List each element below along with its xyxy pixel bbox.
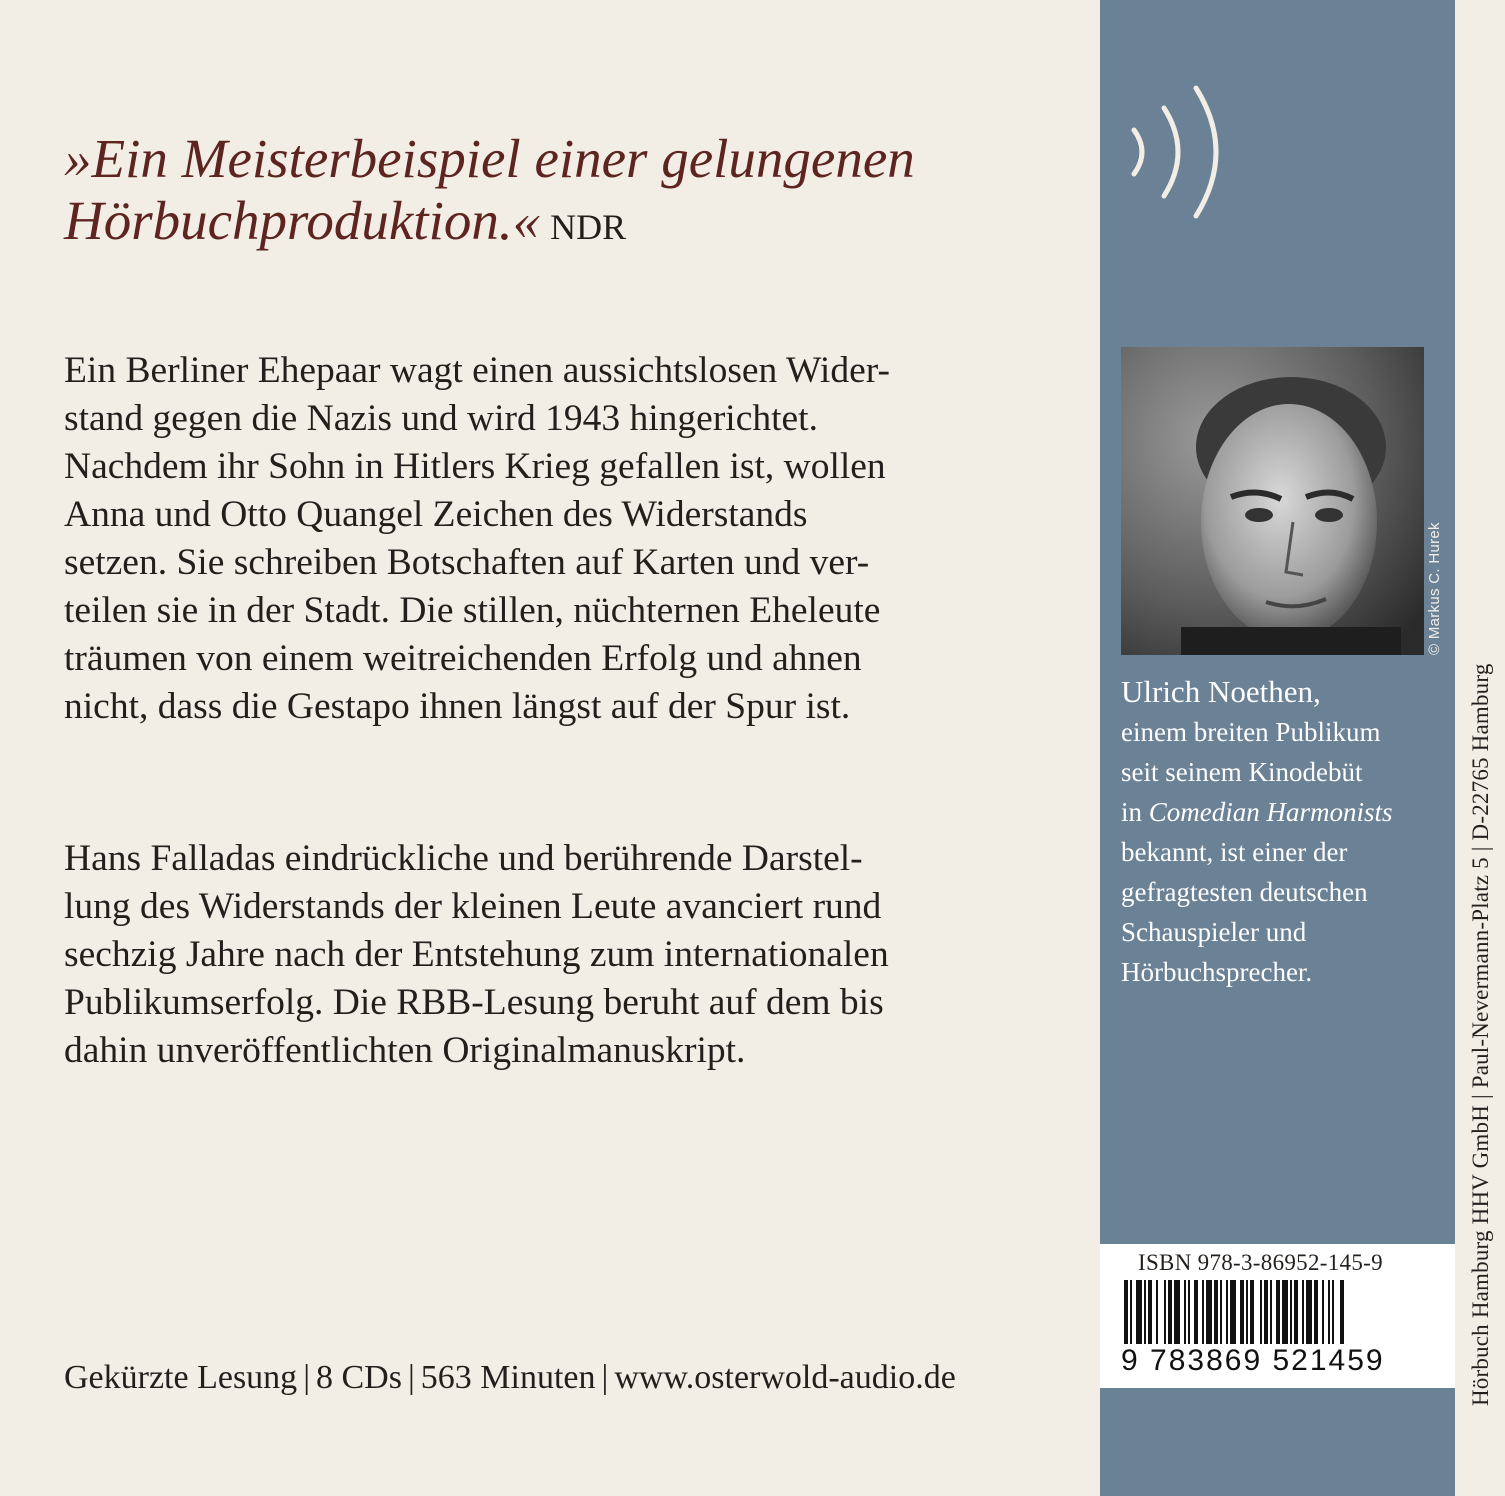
description-paragraph-1 [64,347,1064,731]
website-link[interactable]: www.osterwold-audio.de [614,1359,956,1396]
bio-line: gefragtesten deutschen [1121,877,1368,907]
text-line: nicht, dass die Gestapo ihnen längst auf der Spur ist. [64,686,851,727]
text-line: Ein Berliner Ehepaar wagt einen aussichtslosen Wider- [64,350,890,391]
separator: | [601,1359,609,1396]
sound-waves-icon [1120,80,1260,220]
text-line: teilen sie in der Stadt. Die stillen, nüchternen Eheleute [64,590,881,631]
text-line: Hans Falladas eindrückliche und berührende Darstel- [64,838,863,879]
text-line: dahin unveröffentlichten Originalmanuskript. [64,1030,746,1071]
text-line: Nachdem ihr Sohn in Hitlers Krieg gefallen ist, wollen [64,446,886,487]
narrator-name: Ulrich Noethen, [1121,674,1321,709]
text-line: stand gegen die Nazis und wird 1943 hingerichtet. [64,398,818,439]
product-info-footer [64,1356,1084,1400]
press-quote [64,128,1084,258]
narrator-bio [1121,672,1441,992]
text-line: Anna und Otto Quangel Zeichen des Widerstands [64,494,808,535]
quote-source: NDR [550,207,627,247]
bio-line: einem breiten Publikum [1121,717,1381,747]
quote-line-1: »Ein Meisterbeispiel einer gelungenen [64,128,915,189]
text-line: Publikumserfolg. Die RBB-Lesung beruht auf dem bis [64,982,884,1023]
separator: | [407,1359,415,1396]
photo-credit: © Markus C. Hurek [1426,522,1443,655]
duration: 563 Minuten [420,1359,596,1396]
text-line: träumen von einem weitreichenden Erfolg und ahnen [64,638,862,679]
isbn-digits-text: 9 783869 521459 [1121,1344,1385,1377]
separator: | [303,1359,310,1396]
bio-line-prefix: in [1121,797,1143,827]
isbn-digits [1120,1344,1430,1378]
bio-line: Hörbuchsprecher. [1121,957,1313,987]
isbn-box [1100,1244,1455,1388]
quote-line-2: Hörbuchproduktion.« [64,190,541,251]
narrator-portrait [1121,347,1424,655]
bio-line [1121,792,1441,832]
publisher-address: Hörbuch Hamburg HHV GmbH | Paul-Nevermann-Platz 5 | D-22765 Hamburg [1468,663,1493,1406]
text-line: lung des Widerstands der kleinen Leute avanciert rund [64,886,882,927]
film-title: Comedian Harmonists [1148,797,1393,827]
text-line: sechzig Jahre nach der Entstehung zum internationalen [64,934,889,975]
description-paragraph-2 [64,835,1064,1075]
bio-line: Schauspieler und [1121,917,1307,947]
bio-line: seit seinem Kinodebüt [1121,757,1363,787]
isbn-label: ISBN 978-3-86952-145-9 [1138,1250,1383,1275]
text-line: setzen. Sie schreiben Botschaften auf Karten und ver- [64,542,870,583]
bio-line: bekannt, ist einer der [1121,837,1348,867]
cd-count: 8 CDs [316,1359,402,1396]
edition-label: Gekürzte Lesung [64,1359,298,1396]
